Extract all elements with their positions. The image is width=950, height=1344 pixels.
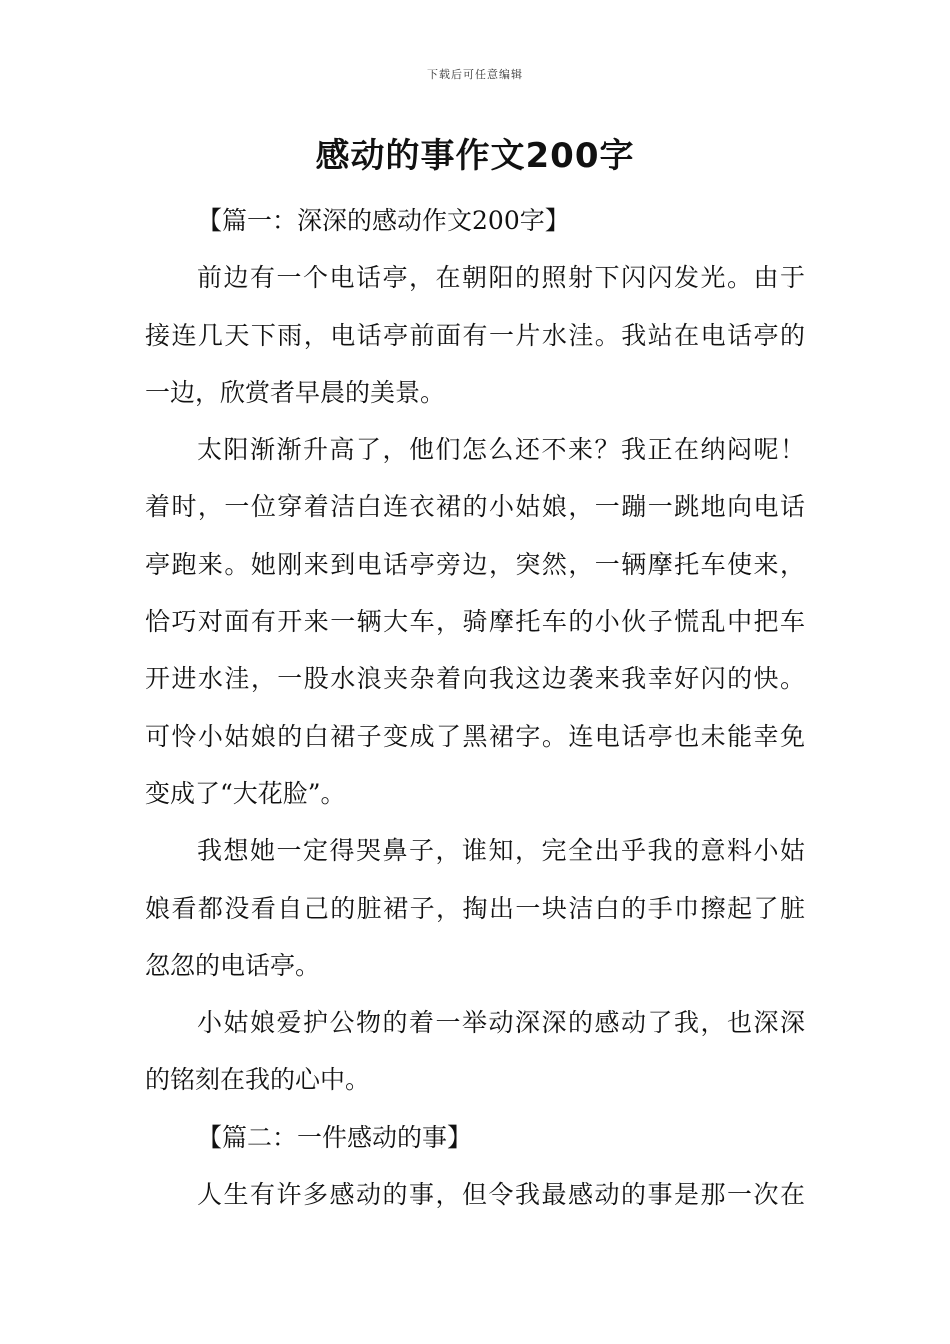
body-line: 太阳渐渐升高了，他们怎么还不来？我正在纳闷呢！ xyxy=(197,435,805,465)
body-line: 【篇一：深深的感动作文200字】 xyxy=(197,206,570,235)
body-line: 开进水洼，一股水浪夹杂着向我这边袭来我幸好闪的快。 xyxy=(145,664,805,694)
body-line: 小姑娘爱护公物的着一举动深深的感动了我，也深深 xyxy=(197,1008,805,1038)
body-line: 变成了“大花脸”。 xyxy=(145,778,346,808)
body-line: 着时，一位穿着洁白连衣裙的小姑娘，一蹦一跳地向电话 xyxy=(145,492,805,522)
page-header-note: 下载后可任意编辑 xyxy=(427,68,523,81)
body-line: 恰巧对面有开来一辆大车，骑摩托车的小伙子慌乱中把车 xyxy=(145,607,805,637)
body-line: 人生有许多感动的事，但令我最感动的事是那一次在 xyxy=(197,1180,805,1210)
body-line: 一边，欣赏者早晨的美景。 xyxy=(145,377,446,407)
body-line: 的铭刻在我的心中。 xyxy=(145,1065,371,1095)
body-line: 娘看都没看自己的脏裙子，掏出一块洁白的手巾擦起了脏 xyxy=(145,893,805,923)
section-heading: 【篇二：一件感动的事】 xyxy=(197,1122,473,1152)
body-line: 接连几天下雨，电话亭前面有一片水洼。我站在电话亭的 xyxy=(145,320,805,350)
document-body xyxy=(145,192,805,1223)
body-line: 前边有一个电话亭，在朝阳的照射下闪闪发光。由于 xyxy=(197,263,805,293)
document-title: 感动的事作文200字 xyxy=(315,136,635,176)
body-line: 亭跑来。她刚来到电话亭旁边，突然，一辆摩托车使来， xyxy=(145,549,805,579)
body-line: 我想她一定得哭鼻子，谁知，完全出乎我的意料小姑 xyxy=(197,836,805,866)
body-line: 可怜小姑娘的白裙子变成了黑裙字。连电话亭也未能幸免 xyxy=(145,721,805,751)
body-line: 忽忽的电话亭。 xyxy=(145,950,321,980)
